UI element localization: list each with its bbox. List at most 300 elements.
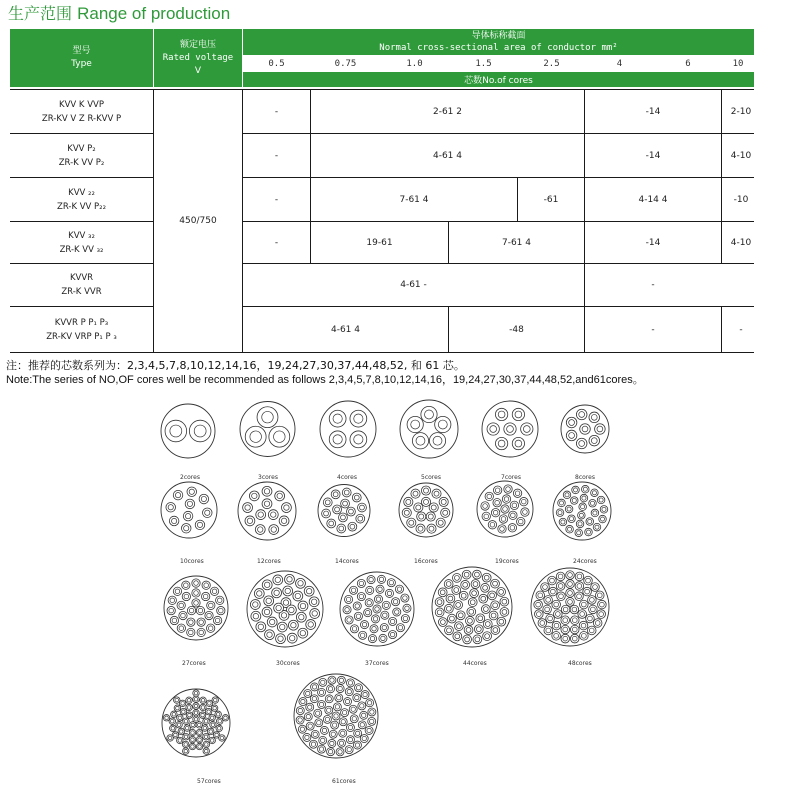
core-conductor: [172, 618, 177, 623]
core-conductor: [487, 494, 492, 499]
core-conductor: [568, 600, 573, 605]
row-divider: [242, 221, 754, 222]
core-conductor: [312, 685, 316, 689]
type-row-2: KVV P₂ ZR-K VV P₂: [58, 143, 105, 168]
cell-r4-c5: 4-10: [730, 237, 752, 248]
core-conductor: [589, 628, 594, 633]
core-conductor: [483, 607, 488, 612]
core-conductor: [362, 622, 366, 626]
section-size-0.75: 0.75: [312, 56, 379, 71]
core-conductor: [599, 612, 604, 617]
section-size-0.5: 0.5: [243, 56, 310, 71]
core-conductor: [369, 577, 373, 581]
core-conductor: [569, 420, 575, 426]
core-conductor: [572, 607, 577, 612]
core-conductor: [423, 488, 428, 493]
core-conductor: [593, 585, 598, 590]
core-conductor: [465, 637, 470, 642]
cell-r2-c1: -: [274, 150, 279, 161]
cross-section-5cores: [399, 399, 459, 459]
core-conductor: [475, 637, 480, 642]
core-conductor: [591, 414, 597, 420]
cell-r6-c1: 4-61 4: [330, 324, 360, 335]
core-conductor: [546, 598, 551, 603]
core-conductor: [342, 710, 346, 714]
core-conductor: [295, 593, 300, 598]
cross-section-8cores: [560, 403, 610, 455]
diagram-label: 5cores: [421, 474, 441, 481]
core-conductor: [341, 515, 346, 520]
section-size-10: 10: [723, 56, 753, 71]
core-conductor: [212, 589, 217, 594]
core-conductor: [204, 735, 208, 739]
core-conductor: [563, 627, 568, 632]
core-conductor: [204, 749, 208, 753]
type-row-1: KVV K VVP ZR-KV V Z R-KVV P: [41, 99, 122, 124]
cores-header-cell: [243, 72, 754, 87]
core-conductor: [512, 503, 517, 508]
type-header-cell: [10, 29, 153, 87]
core-conductor: [581, 602, 586, 607]
core-conductor: [327, 697, 331, 701]
core-conductor: [467, 618, 472, 623]
core-conductor: [332, 723, 336, 727]
core-conductor: [191, 723, 195, 727]
col-divider: [310, 89, 311, 264]
diagram-label: 24cores: [573, 558, 597, 565]
cell-r2-c3: -14: [645, 150, 661, 161]
core-conductor: [194, 697, 198, 701]
col-divider: [153, 89, 154, 353]
core-conductor: [271, 527, 276, 532]
section-size-1.0: 1.0: [381, 56, 448, 71]
core-conductor: [306, 714, 310, 718]
core-conductor: [416, 505, 421, 510]
core-conductor: [365, 610, 369, 614]
core-conductor: [343, 501, 348, 506]
col-divider: [584, 89, 585, 353]
core-conductor: [595, 525, 599, 529]
core-conductor: [170, 425, 182, 437]
core-conductor: [379, 577, 383, 581]
core-conductor: [345, 699, 349, 703]
core-conductor: [502, 599, 507, 604]
core-conductor: [187, 698, 191, 702]
core-conductor: [437, 610, 442, 615]
core-conductor: [461, 593, 466, 598]
core-conductor: [213, 698, 217, 702]
cross-section-14cores: [317, 482, 371, 539]
core-conductor: [515, 491, 520, 496]
page-title: [8, 1, 230, 24]
core-conductor: [194, 591, 199, 596]
table-bottom-rule: [10, 352, 754, 353]
core-conductor: [390, 632, 394, 636]
core-conductor: [405, 606, 409, 610]
cell-r3-c1: -: [274, 194, 279, 205]
diagram-label: 16cores: [414, 558, 438, 565]
section-size-4: 4: [586, 56, 653, 71]
core-conductor: [563, 618, 568, 623]
core-conductor: [274, 590, 279, 595]
core-conductor: [515, 411, 522, 418]
core-conductor: [321, 738, 325, 742]
section-header-en: Normal cross-sectional area of conductor mm²: [379, 43, 618, 53]
core-conductor: [592, 491, 596, 495]
core-conductor: [390, 619, 394, 623]
core-conductor: [470, 600, 475, 605]
col-divider: [448, 221, 449, 264]
core-conductor: [301, 699, 305, 703]
core-conductor: [454, 588, 459, 593]
core-conductor: [491, 613, 496, 618]
core-conductor: [174, 733, 178, 737]
core-conductor: [602, 507, 606, 511]
note-en: Note:The series of NO,OF cores well be recommended as follows 2,3,4,5,7,8,10,12,14,16，19,24,27,30,37,44,48,52,and61cores。: [6, 374, 644, 386]
core-conductor: [484, 575, 489, 580]
core-conductor: [189, 630, 194, 635]
core-conductor: [490, 522, 495, 527]
core-conductor: [504, 497, 509, 502]
section-size-6: 6: [655, 56, 721, 71]
core-conductor: [590, 598, 595, 603]
cable-sheath: [247, 571, 323, 647]
core-conductor: [456, 602, 461, 607]
core-conductor: [506, 487, 511, 492]
cell-r3-c2: 7-61 4: [399, 194, 429, 205]
core-conductor: [577, 584, 582, 589]
core-conductor: [258, 512, 263, 517]
core-conductor: [194, 581, 199, 586]
cable-cross-section-icon: [317, 482, 371, 539]
core-conductor: [490, 426, 497, 433]
core-conductor: [328, 750, 332, 754]
core-conductor: [431, 505, 436, 510]
core-conductor: [258, 527, 263, 532]
core-conductor: [499, 589, 504, 594]
row-divider: [10, 133, 154, 134]
core-conductor: [595, 621, 600, 626]
diagram-label: 30cores: [276, 660, 300, 667]
core-conductor: [252, 493, 257, 498]
core-conductor: [194, 717, 198, 721]
core-conductor: [375, 607, 379, 611]
core-conductor: [352, 717, 356, 721]
core-conductor: [367, 728, 371, 732]
core-conductor: [446, 582, 451, 587]
core-conductor: [356, 686, 360, 690]
core-conductor: [413, 491, 418, 496]
core-conductor: [469, 609, 474, 614]
core-conductor: [458, 613, 463, 618]
core-conductor: [313, 732, 317, 736]
core-conductor: [217, 727, 221, 731]
core-conductor: [215, 618, 220, 623]
core-conductor: [184, 719, 188, 723]
core-conductor: [182, 710, 186, 714]
core-conductor: [201, 496, 206, 501]
cable-cross-section-icon: [161, 680, 231, 766]
row-divider: [242, 306, 754, 307]
core-conductor: [518, 519, 523, 524]
type-row-5: KVVR ZR-K VVR: [61, 273, 102, 297]
core-conductor: [376, 597, 380, 601]
title-en: Range of production: [77, 4, 231, 23]
core-conductor: [281, 518, 286, 523]
core-conductor: [590, 501, 594, 505]
core-conductor: [201, 706, 205, 710]
core-conductor: [561, 520, 565, 524]
core-conductor: [339, 741, 343, 745]
core-conductor: [568, 582, 573, 587]
core-conductor: [350, 524, 355, 529]
core-conductor: [370, 719, 374, 723]
core-conductor: [277, 493, 282, 498]
core-conductor: [572, 498, 576, 502]
voltage-value: 450/750: [179, 216, 217, 226]
cable-cross-section-icon: [239, 399, 296, 459]
core-conductor: [335, 507, 340, 512]
core-conductor: [300, 727, 304, 731]
core-conductor: [207, 613, 212, 618]
diagram-label: 2cores: [180, 474, 200, 481]
core-conductor: [194, 425, 206, 437]
core-conductor: [264, 489, 269, 494]
core-conductor: [360, 704, 364, 708]
core-conductor: [321, 680, 325, 684]
core-conductor: [515, 440, 522, 447]
core-conductor: [585, 589, 590, 594]
cross-section-4cores: [319, 399, 377, 459]
core-conductor: [333, 414, 342, 423]
diagram-label: 44cores: [463, 660, 487, 667]
title-zh: 生产范围: [8, 4, 73, 23]
core-conductor: [327, 708, 331, 712]
core-conductor: [395, 610, 399, 614]
cross-section-37cores: [339, 570, 415, 648]
cross-section-24cores: [552, 477, 612, 545]
cross-section-16cores: [398, 481, 454, 539]
core-conductor: [495, 488, 500, 493]
core-conductor: [554, 602, 559, 607]
core-conductor: [189, 608, 194, 613]
core-conductor: [409, 520, 414, 525]
section-header-cell: [243, 29, 754, 55]
core-conductor: [308, 705, 312, 709]
core-conductor: [184, 735, 188, 739]
core-conductor: [298, 718, 302, 722]
row-divider: [242, 263, 754, 264]
core-conductor: [483, 504, 488, 509]
diagram-label: 8cores: [575, 474, 595, 481]
core-conductor: [312, 697, 316, 701]
section-size-2.5: 2.5: [519, 56, 584, 71]
core-conductor: [599, 498, 603, 502]
core-conductor: [565, 493, 569, 497]
core-conductor: [498, 411, 505, 418]
core-conductor: [299, 614, 304, 619]
core-conductor: [403, 596, 407, 600]
core-conductor: [363, 692, 367, 696]
diagram-label: 27cores: [182, 660, 206, 667]
core-conductor: [298, 708, 302, 712]
core-conductor: [572, 636, 577, 641]
diagram-label-wrap: [414, 548, 438, 567]
core-conductor: [354, 414, 363, 423]
core-conductor: [372, 627, 376, 631]
core-conductor: [457, 624, 462, 629]
core-conductor: [591, 438, 597, 444]
core-conductor: [362, 713, 366, 717]
core-conductor: [558, 511, 562, 515]
core-conductor: [285, 588, 290, 593]
core-conductor: [197, 723, 201, 727]
core-conductor: [398, 625, 402, 629]
cell-r6-c2: -48: [509, 324, 524, 335]
core-conductor: [521, 499, 526, 504]
core-conductor: [428, 514, 433, 519]
core-conductor: [455, 634, 460, 639]
col-divider: [721, 89, 722, 264]
cell-r1-c4: 2-10: [730, 106, 752, 117]
core-conductor: [283, 600, 288, 605]
core-conductor: [322, 728, 326, 732]
cross-section-44cores: [431, 566, 513, 648]
core-conductor: [347, 747, 351, 751]
core-conductor: [333, 492, 338, 497]
core-conductor: [199, 620, 204, 625]
core-conductor: [198, 738, 202, 742]
core-conductor: [219, 608, 224, 613]
core-conductor: [597, 426, 603, 432]
diagram-label: 3cores: [258, 474, 278, 481]
core-conductor: [165, 716, 169, 720]
core-conductor: [483, 585, 488, 590]
core-conductor: [429, 526, 434, 531]
cell-r3-c3: -61: [543, 194, 559, 205]
core-conductor: [484, 514, 489, 519]
core-conductor: [581, 505, 585, 509]
type-row-4: KVV ₃₂ ZR-K VV ₃₂: [59, 230, 104, 255]
diagram-label: 12cores: [257, 558, 281, 565]
row-divider: [10, 177, 154, 178]
core-conductor: [355, 604, 359, 608]
core-conductor: [198, 608, 203, 613]
cable-cross-section-icon: [245, 570, 325, 648]
cable-cross-section-icon: [530, 566, 610, 648]
core-conductor: [370, 636, 374, 640]
diagram-label: 14cores: [335, 558, 359, 565]
core-conductor: [344, 490, 349, 495]
cable-cross-section-icon: [476, 478, 534, 540]
diagram-label-wrap: [365, 650, 389, 669]
core-conductor: [481, 596, 486, 601]
core-conductor: [588, 616, 593, 621]
core-conductor: [551, 589, 556, 594]
core-conductor: [339, 526, 344, 531]
type-row-6: KVVR P P₁ P₃ ZR-KV VRP P₁ P ₃: [46, 317, 117, 342]
core-conductor: [545, 607, 550, 612]
diagram-label: 48cores: [568, 660, 592, 667]
section-header-zh: 导体标称截面: [471, 31, 526, 41]
core-conductor: [209, 730, 213, 734]
core-conductor: [493, 581, 498, 586]
core-conductor: [511, 513, 516, 518]
row-divider: [10, 306, 154, 307]
core-conductor: [356, 614, 360, 618]
cell-r4-c4: -14: [645, 237, 661, 248]
core-conductor: [179, 626, 184, 631]
core-conductor: [416, 436, 425, 445]
core-conductor: [308, 622, 313, 627]
core-conductor: [501, 517, 506, 522]
core-conductor: [358, 516, 363, 521]
diagram-label-wrap: [257, 548, 281, 567]
diagram-label-wrap: [495, 548, 519, 567]
type-header-zh: 型号: [72, 46, 91, 56]
cross-section-7cores: [481, 399, 539, 459]
core-conductor: [306, 691, 310, 695]
core-conductor: [438, 420, 447, 429]
core-conductor: [554, 623, 559, 628]
core-conductor: [168, 736, 172, 740]
cell-r1-c1: -: [274, 106, 279, 117]
core-conductor: [337, 696, 341, 700]
core-conductor: [280, 624, 285, 629]
core-conductor: [324, 511, 329, 516]
core-conductor: [300, 630, 305, 635]
cable-cross-section-icon: [339, 570, 415, 648]
cable-cross-section-icon: [552, 477, 612, 545]
core-conductor: [287, 577, 292, 582]
core-conductor: [411, 420, 420, 429]
diagram-label-wrap: [573, 548, 597, 567]
core-conductor: [448, 596, 453, 601]
core-conductor: [334, 714, 338, 718]
core-conductor: [558, 584, 563, 589]
core-conductor: [203, 594, 208, 599]
cable-sheath: [432, 567, 512, 647]
core-conductor: [338, 686, 342, 690]
core-conductor: [168, 505, 173, 510]
cross-section-57cores: [161, 680, 231, 766]
core-conductor: [568, 527, 572, 531]
core-conductor: [347, 689, 351, 693]
core-conductor: [181, 702, 185, 706]
core-conductor: [463, 582, 468, 587]
core-conductor: [172, 518, 177, 523]
voltage-header-unit: V: [194, 65, 202, 76]
core-conductor: [474, 572, 479, 577]
core-conductor: [189, 489, 194, 494]
core-conductor: [203, 726, 207, 730]
core-conductor: [191, 731, 195, 735]
core-conductor: [543, 585, 548, 590]
core-conductor: [573, 488, 577, 492]
voltage-header-en: Rated voltage: [162, 52, 234, 63]
core-conductor: [581, 623, 586, 628]
core-conductor: [419, 514, 424, 519]
core-conductor: [330, 678, 334, 682]
diagram-label-wrap: [337, 464, 357, 483]
core-conductor: [319, 747, 323, 751]
cell-r5-c2: -: [651, 280, 655, 290]
core-conductor: [170, 598, 175, 603]
core-conductor: [331, 732, 335, 736]
core-conductor: [198, 745, 202, 749]
cell-r3-c5: -10: [733, 194, 749, 205]
core-conductor: [257, 591, 262, 596]
